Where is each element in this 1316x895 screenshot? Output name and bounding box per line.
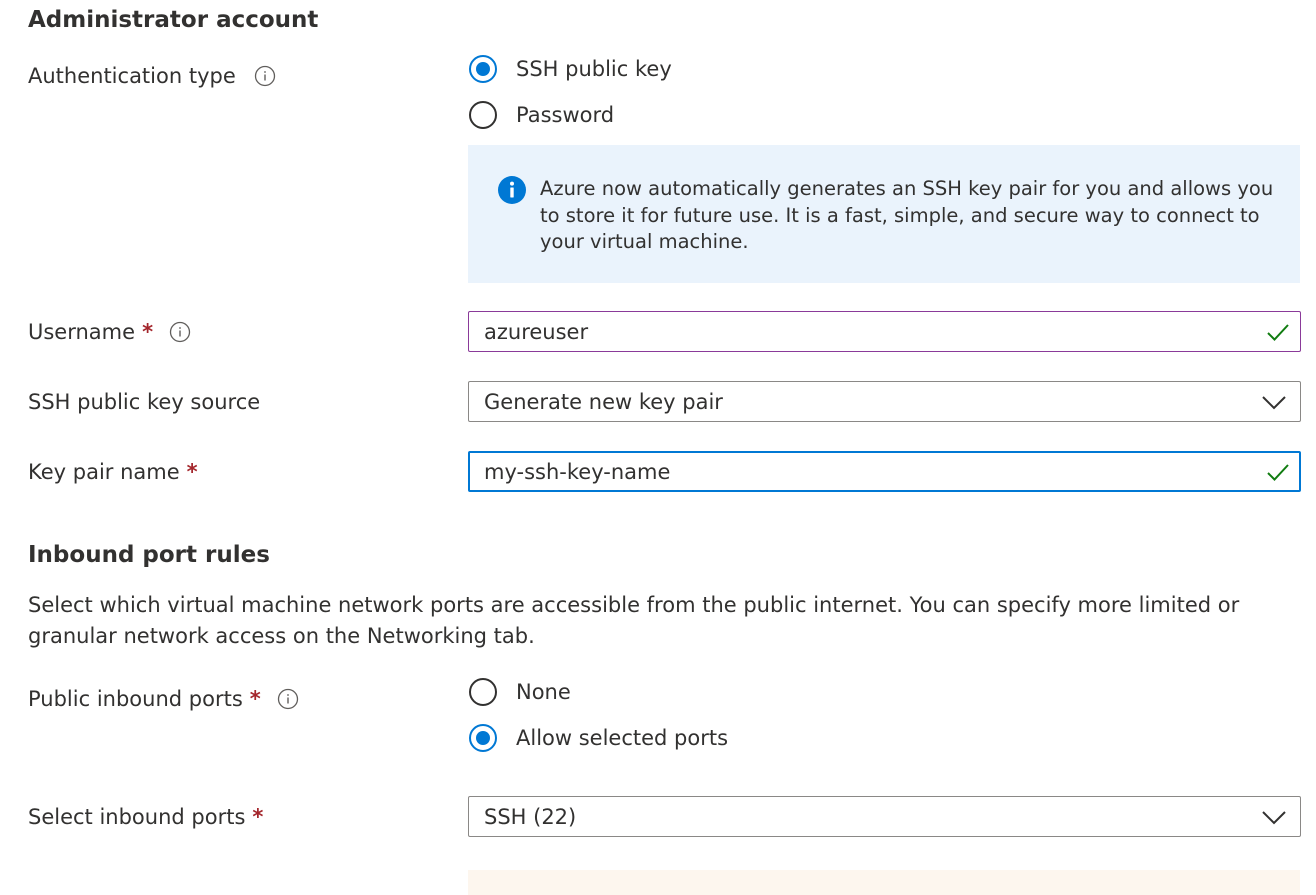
select-ports-label-text: Select inbound ports — [28, 805, 246, 829]
checkmark-icon — [1266, 460, 1290, 484]
username-label-text: Username — [28, 320, 136, 344]
info-filled-icon — [498, 176, 526, 204]
radio-label-none: None — [516, 680, 571, 704]
radio-button[interactable] — [469, 678, 497, 706]
key-name-input[interactable] — [468, 451, 1301, 492]
key-name-value[interactable]: my-ssh-key-name — [484, 459, 671, 484]
radio-button-checked[interactable] — [469, 724, 497, 752]
radio-label-ssh-public-key: SSH public key — [516, 57, 672, 81]
checkmark-icon — [1266, 320, 1290, 344]
warning-message-box — [468, 870, 1300, 895]
key-source-value: Generate new key pair — [484, 389, 723, 414]
info-icon[interactable] — [169, 321, 191, 343]
ssh-info-message — [468, 145, 1300, 283]
info-icon[interactable] — [254, 65, 276, 87]
chevron-down-icon — [1261, 807, 1287, 827]
select-ports-label — [28, 804, 263, 830]
radio-button[interactable] — [469, 101, 497, 129]
radio-allow-selected-ports[interactable] — [469, 721, 728, 755]
public-ports-label-text: Public inbound ports — [28, 687, 243, 711]
select-ports-value: SSH (22) — [484, 804, 577, 829]
required-marker: * — [249, 687, 261, 711]
key-name-label-text: Key pair name — [28, 460, 180, 484]
key-name-label — [28, 459, 198, 485]
radio-button-checked[interactable] — [469, 55, 497, 83]
key-source-label-text: SSH public key source — [28, 390, 261, 414]
auth-type-label-text: Authentication type — [28, 64, 236, 88]
auth-type-label — [28, 63, 276, 89]
key-source-dropdown[interactable] — [468, 381, 1301, 422]
username-label — [28, 319, 191, 345]
radio-label-password: Password — [516, 103, 615, 127]
radio-none[interactable] — [469, 675, 571, 709]
required-marker: * — [186, 460, 198, 484]
select-ports-dropdown[interactable] — [468, 796, 1301, 837]
section-title-administrator: Administrator account — [28, 7, 319, 33]
section-title-inbound: Inbound port rules — [28, 542, 270, 568]
radio-label-allow-selected-ports: Allow selected ports — [516, 726, 729, 750]
radio-ssh-public-key[interactable] — [469, 52, 672, 86]
info-message-text: Azure now automatically generates an SSH key pair for you and allows you to store it for future use. It is a fast, simple, and secure way to connect to your virtual machine. — [540, 177, 1274, 253]
required-marker: * — [252, 805, 264, 829]
public-ports-label — [28, 686, 299, 712]
radio-password[interactable] — [469, 98, 614, 132]
chevron-down-icon — [1261, 392, 1287, 412]
info-icon[interactable] — [277, 688, 299, 710]
username-input[interactable] — [468, 311, 1301, 352]
inbound-description: Select which virtual machine network ports are accessible from the public internet. You can specify more limited or granular network access on the Networking tab. — [28, 593, 1240, 648]
required-marker: * — [142, 320, 154, 344]
key-source-label — [28, 389, 260, 415]
username-value[interactable]: azureuser — [484, 319, 589, 344]
